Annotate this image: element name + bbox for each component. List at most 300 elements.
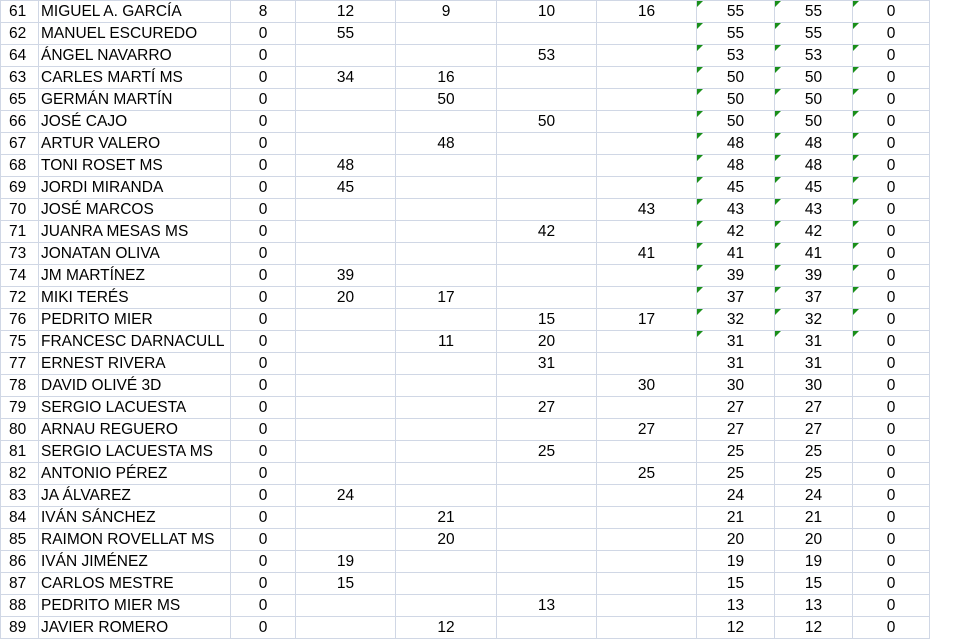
player-name-cell[interactable]: CARLES MARTÍ MS bbox=[39, 67, 231, 89]
score-cell-d[interactable] bbox=[497, 177, 597, 199]
score-cell-b[interactable] bbox=[296, 419, 396, 441]
score-cell-b[interactable] bbox=[296, 617, 396, 639]
difference-cell[interactable]: 0 bbox=[853, 199, 930, 221]
total-check-cell[interactable]: 25 bbox=[775, 441, 853, 463]
total-check-cell[interactable]: 48 bbox=[775, 155, 853, 177]
total-check-cell[interactable]: 27 bbox=[775, 397, 853, 419]
score-cell-d[interactable]: 10 bbox=[497, 1, 597, 23]
total-check-cell[interactable]: 12 bbox=[775, 617, 853, 639]
total-cell[interactable]: 12 bbox=[697, 617, 775, 639]
score-cell-e[interactable] bbox=[597, 89, 697, 111]
score-cell-e[interactable] bbox=[597, 441, 697, 463]
total-cell[interactable]: 42 bbox=[697, 221, 775, 243]
score-cell-e[interactable]: 25 bbox=[597, 463, 697, 485]
score-cell-d[interactable] bbox=[497, 67, 597, 89]
score-cell-e[interactable]: 27 bbox=[597, 419, 697, 441]
rank-cell[interactable]: 76 bbox=[1, 309, 39, 331]
score-cell-a[interactable]: 0 bbox=[231, 353, 296, 375]
score-cell-d[interactable] bbox=[497, 287, 597, 309]
score-cell-b[interactable] bbox=[296, 441, 396, 463]
total-check-cell[interactable]: 45 bbox=[775, 177, 853, 199]
total-cell[interactable]: 31 bbox=[697, 331, 775, 353]
score-cell-c[interactable]: 11 bbox=[396, 331, 497, 353]
table-row bbox=[1, 595, 930, 617]
player-name-cell[interactable]: JM MARTÍNEZ bbox=[39, 265, 231, 287]
score-cell-d[interactable] bbox=[497, 199, 597, 221]
score-cell-b[interactable] bbox=[296, 507, 396, 529]
score-cell-d[interactable] bbox=[497, 419, 597, 441]
total-cell[interactable]: 27 bbox=[697, 397, 775, 419]
total-check-cell[interactable]: 27 bbox=[775, 419, 853, 441]
rank-cell[interactable]: 75 bbox=[1, 331, 39, 353]
total-cell[interactable]: 45 bbox=[697, 177, 775, 199]
player-name-cell[interactable]: SERGIO LACUESTA MS bbox=[39, 441, 231, 463]
score-cell-a[interactable]: 0 bbox=[231, 507, 296, 529]
total-check-cell[interactable]: 31 bbox=[775, 353, 853, 375]
difference-cell[interactable]: 0 bbox=[853, 243, 930, 265]
score-cell-d[interactable] bbox=[497, 243, 597, 265]
difference-cell[interactable]: 0 bbox=[853, 177, 930, 199]
difference-cell[interactable]: 0 bbox=[853, 375, 930, 397]
player-name-cell[interactable]: TONI ROSET MS bbox=[39, 155, 231, 177]
score-cell-b[interactable] bbox=[296, 397, 396, 419]
score-cell-b[interactable]: 19 bbox=[296, 551, 396, 573]
difference-cell[interactable]: 0 bbox=[853, 353, 930, 375]
score-cell-d[interactable] bbox=[497, 529, 597, 551]
score-cell-b[interactable]: 45 bbox=[296, 177, 396, 199]
difference-cell[interactable]: 0 bbox=[853, 529, 930, 551]
player-name-cell[interactable]: ARTUR VALERO bbox=[39, 133, 231, 155]
player-name-cell[interactable]: ERNEST RIVERA bbox=[39, 353, 231, 375]
score-cell-d[interactable]: 50 bbox=[497, 111, 597, 133]
score-cell-d[interactable] bbox=[497, 463, 597, 485]
score-cell-d[interactable]: 20 bbox=[497, 331, 597, 353]
total-cell[interactable]: 39 bbox=[697, 265, 775, 287]
player-name-cell[interactable]: GERMÁN MARTÍN bbox=[39, 89, 231, 111]
score-cell-c[interactable] bbox=[396, 111, 497, 133]
rank-cell[interactable]: 62 bbox=[1, 23, 39, 45]
table-row bbox=[1, 177, 930, 199]
score-cell-b[interactable]: 48 bbox=[296, 155, 396, 177]
table-row bbox=[1, 397, 930, 419]
total-check-cell[interactable]: 13 bbox=[775, 595, 853, 617]
score-cell-b[interactable]: 55 bbox=[296, 23, 396, 45]
score-cell-e[interactable] bbox=[597, 573, 697, 595]
score-cell-c[interactable] bbox=[396, 221, 497, 243]
score-cell-d[interactable] bbox=[497, 551, 597, 573]
total-cell[interactable]: 31 bbox=[697, 353, 775, 375]
total-cell[interactable]: 15 bbox=[697, 573, 775, 595]
table-row bbox=[1, 529, 930, 551]
score-cell-d[interactable] bbox=[497, 617, 597, 639]
difference-cell[interactable]: 0 bbox=[853, 309, 930, 331]
table-row bbox=[1, 243, 930, 265]
score-cell-a[interactable]: 0 bbox=[231, 45, 296, 67]
score-cell-b[interactable] bbox=[296, 595, 396, 617]
total-cell[interactable]: 50 bbox=[697, 111, 775, 133]
score-cell-c[interactable] bbox=[396, 199, 497, 221]
score-cell-c[interactable]: 21 bbox=[396, 507, 497, 529]
score-cell-c[interactable] bbox=[396, 551, 497, 573]
table-row bbox=[1, 1, 930, 23]
total-check-cell[interactable]: 20 bbox=[775, 529, 853, 551]
difference-cell[interactable]: 0 bbox=[853, 265, 930, 287]
score-cell-c[interactable] bbox=[396, 397, 497, 419]
score-cell-a[interactable]: 0 bbox=[231, 287, 296, 309]
rank-cell[interactable]: 77 bbox=[1, 353, 39, 375]
score-cell-e[interactable] bbox=[597, 353, 697, 375]
total-check-cell[interactable]: 19 bbox=[775, 551, 853, 573]
total-cell[interactable]: 24 bbox=[697, 485, 775, 507]
score-cell-a[interactable]: 0 bbox=[231, 397, 296, 419]
difference-cell[interactable]: 0 bbox=[853, 45, 930, 67]
score-cell-c[interactable] bbox=[396, 177, 497, 199]
rank-cell[interactable]: 83 bbox=[1, 485, 39, 507]
rank-cell[interactable]: 85 bbox=[1, 529, 39, 551]
score-cell-a[interactable]: 0 bbox=[231, 243, 296, 265]
score-cell-c[interactable] bbox=[396, 265, 497, 287]
score-cell-c[interactable]: 9 bbox=[396, 1, 497, 23]
difference-cell[interactable]: 0 bbox=[853, 441, 930, 463]
score-cell-c[interactable] bbox=[396, 375, 497, 397]
player-name-cell[interactable]: IVÁN SÁNCHEZ bbox=[39, 507, 231, 529]
difference-cell[interactable]: 0 bbox=[853, 1, 930, 23]
player-name-cell[interactable]: ARNAU REGUERO bbox=[39, 419, 231, 441]
score-cell-e[interactable] bbox=[597, 177, 697, 199]
total-check-cell[interactable]: 55 bbox=[775, 23, 853, 45]
score-cell-b[interactable] bbox=[296, 111, 396, 133]
score-cell-d[interactable]: 42 bbox=[497, 221, 597, 243]
score-cell-e[interactable] bbox=[597, 265, 697, 287]
score-cell-c[interactable] bbox=[396, 441, 497, 463]
score-cell-c[interactable]: 48 bbox=[396, 133, 497, 155]
difference-cell[interactable]: 0 bbox=[853, 573, 930, 595]
rank-cell[interactable]: 88 bbox=[1, 595, 39, 617]
rank-cell[interactable]: 71 bbox=[1, 221, 39, 243]
score-cell-c[interactable] bbox=[396, 155, 497, 177]
score-cell-e[interactable]: 17 bbox=[597, 309, 697, 331]
score-cell-e[interactable] bbox=[597, 287, 697, 309]
score-cell-c[interactable] bbox=[396, 485, 497, 507]
score-cell-b[interactable]: 12 bbox=[296, 1, 396, 23]
score-cell-b[interactable]: 20 bbox=[296, 287, 396, 309]
rank-cell[interactable]: 73 bbox=[1, 243, 39, 265]
score-cell-e[interactable] bbox=[597, 595, 697, 617]
total-check-cell[interactable]: 21 bbox=[775, 507, 853, 529]
score-cell-a[interactable]: 0 bbox=[231, 89, 296, 111]
score-cell-a[interactable]: 0 bbox=[231, 463, 296, 485]
score-cell-e[interactable]: 16 bbox=[597, 1, 697, 23]
total-cell[interactable]: 25 bbox=[697, 441, 775, 463]
difference-cell[interactable]: 0 bbox=[853, 111, 930, 133]
rank-cell[interactable]: 68 bbox=[1, 155, 39, 177]
score-cell-a[interactable]: 0 bbox=[231, 133, 296, 155]
score-cell-a[interactable]: 0 bbox=[231, 331, 296, 353]
score-cell-d[interactable] bbox=[497, 155, 597, 177]
score-cell-e[interactable] bbox=[597, 23, 697, 45]
difference-cell[interactable]: 0 bbox=[853, 331, 930, 353]
rank-cell[interactable]: 70 bbox=[1, 199, 39, 221]
player-name-cell[interactable]: JOSÉ CAJO bbox=[39, 111, 231, 133]
difference-cell[interactable]: 0 bbox=[853, 419, 930, 441]
score-cell-a[interactable]: 0 bbox=[231, 67, 296, 89]
total-check-cell[interactable]: 37 bbox=[775, 287, 853, 309]
score-cell-d[interactable] bbox=[497, 89, 597, 111]
score-cell-c[interactable] bbox=[396, 309, 497, 331]
score-cell-c[interactable]: 12 bbox=[396, 617, 497, 639]
player-name-cell[interactable]: JORDI MIRANDA bbox=[39, 177, 231, 199]
rank-cell[interactable]: 72 bbox=[1, 287, 39, 309]
score-cell-a[interactable]: 0 bbox=[231, 617, 296, 639]
total-cell[interactable]: 20 bbox=[697, 529, 775, 551]
score-cell-b[interactable] bbox=[296, 375, 396, 397]
score-cell-c[interactable] bbox=[396, 463, 497, 485]
total-check-cell[interactable]: 31 bbox=[775, 331, 853, 353]
rank-cell[interactable]: 74 bbox=[1, 265, 39, 287]
score-cell-c[interactable] bbox=[396, 243, 497, 265]
score-cell-c[interactable] bbox=[396, 595, 497, 617]
rank-cell[interactable]: 89 bbox=[1, 617, 39, 639]
score-cell-b[interactable] bbox=[296, 221, 396, 243]
player-name-cell[interactable]: PEDRITO MIER MS bbox=[39, 595, 231, 617]
score-cell-c[interactable] bbox=[396, 419, 497, 441]
difference-cell[interactable]: 0 bbox=[853, 221, 930, 243]
total-check-cell[interactable]: 43 bbox=[775, 199, 853, 221]
score-cell-e[interactable] bbox=[597, 133, 697, 155]
score-cell-a[interactable]: 0 bbox=[231, 111, 296, 133]
total-check-cell[interactable]: 42 bbox=[775, 221, 853, 243]
total-check-cell[interactable]: 39 bbox=[775, 265, 853, 287]
rank-cell[interactable]: 82 bbox=[1, 463, 39, 485]
total-cell[interactable]: 55 bbox=[697, 1, 775, 23]
score-cell-a[interactable]: 0 bbox=[231, 309, 296, 331]
score-cell-a[interactable]: 0 bbox=[231, 265, 296, 287]
total-check-cell[interactable]: 32 bbox=[775, 309, 853, 331]
total-cell[interactable]: 13 bbox=[697, 595, 775, 617]
rank-cell[interactable]: 65 bbox=[1, 89, 39, 111]
difference-cell[interactable]: 0 bbox=[853, 595, 930, 617]
total-cell[interactable]: 37 bbox=[697, 287, 775, 309]
difference-cell[interactable]: 0 bbox=[853, 23, 930, 45]
difference-cell[interactable]: 0 bbox=[853, 507, 930, 529]
score-cell-c[interactable] bbox=[396, 23, 497, 45]
total-cell[interactable]: 48 bbox=[697, 133, 775, 155]
score-cell-a[interactable]: 0 bbox=[231, 551, 296, 573]
score-cell-b[interactable] bbox=[296, 45, 396, 67]
total-cell[interactable]: 21 bbox=[697, 507, 775, 529]
total-check-cell[interactable]: 50 bbox=[775, 67, 853, 89]
difference-cell[interactable]: 0 bbox=[853, 485, 930, 507]
score-cell-a[interactable]: 0 bbox=[231, 485, 296, 507]
score-cell-b[interactable] bbox=[296, 243, 396, 265]
table-row bbox=[1, 463, 930, 485]
score-cell-e[interactable] bbox=[597, 111, 697, 133]
total-cell[interactable]: 50 bbox=[697, 67, 775, 89]
total-cell[interactable]: 27 bbox=[697, 419, 775, 441]
rank-cell[interactable]: 87 bbox=[1, 573, 39, 595]
score-cell-d[interactable] bbox=[497, 573, 597, 595]
score-cell-d[interactable] bbox=[497, 375, 597, 397]
score-cell-b[interactable] bbox=[296, 463, 396, 485]
total-check-cell[interactable]: 30 bbox=[775, 375, 853, 397]
total-cell[interactable]: 19 bbox=[697, 551, 775, 573]
score-cell-e[interactable] bbox=[597, 397, 697, 419]
player-name-cell[interactable]: DAVID OLIVÉ 3D bbox=[39, 375, 231, 397]
rank-cell[interactable]: 86 bbox=[1, 551, 39, 573]
rank-cell[interactable]: 67 bbox=[1, 133, 39, 155]
score-cell-a[interactable]: 0 bbox=[231, 221, 296, 243]
score-cell-e[interactable]: 30 bbox=[597, 375, 697, 397]
score-cell-c[interactable] bbox=[396, 353, 497, 375]
player-name-cell[interactable]: JAVIER ROMERO bbox=[39, 617, 231, 639]
table-row bbox=[1, 199, 930, 221]
player-name-cell[interactable]: JOSÉ MARCOS bbox=[39, 199, 231, 221]
score-cell-e[interactable] bbox=[597, 485, 697, 507]
score-cell-d[interactable]: 53 bbox=[497, 45, 597, 67]
rank-cell[interactable]: 80 bbox=[1, 419, 39, 441]
score-cell-c[interactable]: 17 bbox=[396, 287, 497, 309]
score-cell-a[interactable]: 0 bbox=[231, 419, 296, 441]
score-cell-b[interactable]: 24 bbox=[296, 485, 396, 507]
total-cell[interactable]: 55 bbox=[697, 23, 775, 45]
score-cell-a[interactable]: 8 bbox=[231, 1, 296, 23]
difference-cell[interactable]: 0 bbox=[853, 463, 930, 485]
score-cell-e[interactable]: 41 bbox=[597, 243, 697, 265]
score-cell-b[interactable]: 15 bbox=[296, 573, 396, 595]
rank-cell[interactable]: 64 bbox=[1, 45, 39, 67]
score-cell-d[interactable] bbox=[497, 133, 597, 155]
score-cell-b[interactable] bbox=[296, 331, 396, 353]
total-cell[interactable]: 43 bbox=[697, 199, 775, 221]
total-check-cell[interactable]: 24 bbox=[775, 485, 853, 507]
score-cell-b[interactable] bbox=[296, 133, 396, 155]
player-name-cell[interactable]: PEDRITO MIER bbox=[39, 309, 231, 331]
total-cell[interactable]: 41 bbox=[697, 243, 775, 265]
score-cell-e[interactable] bbox=[597, 67, 697, 89]
score-cell-e[interactable] bbox=[597, 45, 697, 67]
score-cell-a[interactable]: 0 bbox=[231, 177, 296, 199]
score-cell-e[interactable] bbox=[597, 221, 697, 243]
score-cell-e[interactable] bbox=[597, 617, 697, 639]
score-cell-a[interactable]: 0 bbox=[231, 155, 296, 177]
total-check-cell[interactable]: 41 bbox=[775, 243, 853, 265]
score-cell-a[interactable]: 0 bbox=[231, 199, 296, 221]
score-cell-d[interactable] bbox=[497, 265, 597, 287]
total-cell[interactable]: 53 bbox=[697, 45, 775, 67]
score-cell-a[interactable]: 0 bbox=[231, 573, 296, 595]
score-cell-c[interactable]: 16 bbox=[396, 67, 497, 89]
player-name-cell[interactable]: CARLOS MESTRE bbox=[39, 573, 231, 595]
table-row bbox=[1, 89, 930, 111]
difference-cell[interactable]: 0 bbox=[853, 89, 930, 111]
player-name-cell[interactable]: MANUEL ESCUREDO bbox=[39, 23, 231, 45]
player-name-cell[interactable]: MIKI TERÉS bbox=[39, 287, 231, 309]
player-name-cell[interactable]: ANTONIO PÉREZ bbox=[39, 463, 231, 485]
score-cell-d[interactable]: 15 bbox=[497, 309, 597, 331]
score-cell-b[interactable] bbox=[296, 353, 396, 375]
total-cell[interactable]: 32 bbox=[697, 309, 775, 331]
rank-cell[interactable]: 61 bbox=[1, 1, 39, 23]
score-cell-b[interactable] bbox=[296, 89, 396, 111]
score-cell-a[interactable]: 0 bbox=[231, 595, 296, 617]
score-cell-e[interactable] bbox=[597, 507, 697, 529]
total-cell[interactable]: 48 bbox=[697, 155, 775, 177]
score-cell-b[interactable]: 34 bbox=[296, 67, 396, 89]
total-check-cell[interactable]: 25 bbox=[775, 463, 853, 485]
score-cell-e[interactable] bbox=[597, 551, 697, 573]
score-cell-d[interactable] bbox=[497, 507, 597, 529]
difference-cell[interactable]: 0 bbox=[853, 133, 930, 155]
player-name-cell[interactable]: JONATAN OLIVA bbox=[39, 243, 231, 265]
total-check-cell[interactable]: 48 bbox=[775, 133, 853, 155]
total-cell[interactable]: 50 bbox=[697, 89, 775, 111]
score-cell-b[interactable] bbox=[296, 309, 396, 331]
rank-cell[interactable]: 81 bbox=[1, 441, 39, 463]
rank-cell[interactable]: 69 bbox=[1, 177, 39, 199]
score-cell-e[interactable] bbox=[597, 155, 697, 177]
score-cell-d[interactable]: 31 bbox=[497, 353, 597, 375]
difference-cell[interactable]: 0 bbox=[853, 67, 930, 89]
total-check-cell[interactable]: 15 bbox=[775, 573, 853, 595]
total-cell[interactable]: 25 bbox=[697, 463, 775, 485]
player-name-cell[interactable]: JUANRA MESAS MS bbox=[39, 221, 231, 243]
score-cell-a[interactable]: 0 bbox=[231, 23, 296, 45]
player-name-cell[interactable]: ÁNGEL NAVARRO bbox=[39, 45, 231, 67]
total-check-cell[interactable]: 53 bbox=[775, 45, 853, 67]
difference-cell[interactable]: 0 bbox=[853, 155, 930, 177]
score-cell-b[interactable] bbox=[296, 529, 396, 551]
rank-cell[interactable]: 78 bbox=[1, 375, 39, 397]
score-cell-c[interactable]: 50 bbox=[396, 89, 497, 111]
difference-cell[interactable]: 0 bbox=[853, 397, 930, 419]
rank-cell[interactable]: 79 bbox=[1, 397, 39, 419]
score-cell-d[interactable] bbox=[497, 485, 597, 507]
score-cell-b[interactable] bbox=[296, 199, 396, 221]
score-cell-d[interactable]: 25 bbox=[497, 441, 597, 463]
score-cell-c[interactable] bbox=[396, 45, 497, 67]
difference-cell[interactable]: 0 bbox=[853, 617, 930, 639]
score-cell-d[interactable]: 13 bbox=[497, 595, 597, 617]
player-name-cell[interactable]: JA ÁLVAREZ bbox=[39, 485, 231, 507]
score-cell-b[interactable]: 39 bbox=[296, 265, 396, 287]
total-check-cell[interactable]: 50 bbox=[775, 89, 853, 111]
score-cell-a[interactable]: 0 bbox=[231, 441, 296, 463]
score-cell-d[interactable] bbox=[497, 23, 597, 45]
rank-cell[interactable]: 66 bbox=[1, 111, 39, 133]
player-name-cell[interactable]: FRANCESC DARNACULL bbox=[39, 331, 231, 353]
total-cell[interactable]: 30 bbox=[697, 375, 775, 397]
difference-cell[interactable]: 0 bbox=[853, 287, 930, 309]
player-name-cell[interactable]: MIGUEL A. GARCÍA bbox=[39, 1, 231, 23]
player-name-cell[interactable]: IVÁN JIMÉNEZ bbox=[39, 551, 231, 573]
score-cell-e[interactable]: 43 bbox=[597, 199, 697, 221]
score-cell-e[interactable] bbox=[597, 331, 697, 353]
rank-cell[interactable]: 84 bbox=[1, 507, 39, 529]
score-cell-c[interactable] bbox=[396, 573, 497, 595]
score-cell-e[interactable] bbox=[597, 529, 697, 551]
table-row bbox=[1, 221, 930, 243]
score-cell-a[interactable]: 0 bbox=[231, 375, 296, 397]
player-name-cell[interactable]: RAIMON ROVELLAT MS bbox=[39, 529, 231, 551]
total-check-cell[interactable]: 55 bbox=[775, 1, 853, 23]
total-check-cell[interactable]: 50 bbox=[775, 111, 853, 133]
score-cell-c[interactable]: 20 bbox=[396, 529, 497, 551]
score-cell-a[interactable]: 0 bbox=[231, 529, 296, 551]
player-name-cell[interactable]: SERGIO LACUESTA bbox=[39, 397, 231, 419]
score-cell-d[interactable]: 27 bbox=[497, 397, 597, 419]
difference-cell[interactable]: 0 bbox=[853, 551, 930, 573]
rank-cell[interactable]: 63 bbox=[1, 67, 39, 89]
